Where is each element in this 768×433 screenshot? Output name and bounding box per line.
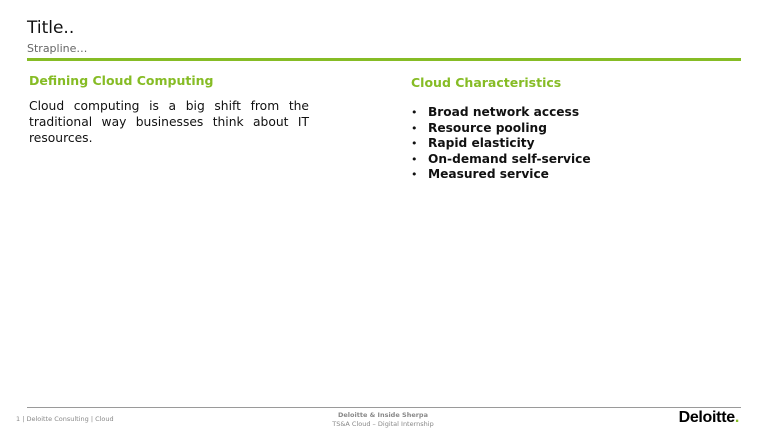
bullet-icon: •	[411, 168, 418, 181]
right-column	[411, 75, 731, 183]
green-divider	[27, 58, 741, 61]
left-heading: Defining Cloud Computing	[29, 73, 214, 88]
slide-title: Title..	[27, 18, 75, 38]
bullet-icon: •	[411, 152, 418, 166]
list-item-label: Resource pooling	[428, 120, 547, 135]
right-heading: Cloud Characteristics	[411, 75, 562, 90]
left-body-text: Cloud computing is a big shift from the traditional way businesses think about IT resources.	[29, 99, 309, 145]
bullet-icon: •	[411, 106, 418, 119]
list-item	[411, 105, 731, 121]
list-item	[411, 136, 731, 152]
list-item-label: Broad network access	[428, 105, 580, 119]
list-item	[411, 167, 731, 183]
bullet-icon: •	[411, 137, 418, 150]
list-item-label: Rapid elasticity	[428, 136, 535, 150]
footer-page-info: 1 | Deloitte Consulting | Cloud	[16, 415, 114, 423]
deloitte-logo	[679, 409, 739, 427]
left-column	[29, 73, 309, 146]
footer-divider	[27, 407, 741, 408]
footer-center-line1: Deloitte & Inside Sherpa	[338, 411, 428, 419]
logo-text: Deloitte	[678, 409, 735, 426]
list-item	[411, 152, 731, 168]
slide-strapline: Strapline…	[27, 42, 88, 55]
footer-center-line2: TS&A Cloud – Digital Internship	[332, 420, 434, 428]
list-item	[411, 121, 731, 137]
list-item-label: On-demand self-service	[428, 151, 591, 166]
characteristics-list	[411, 105, 731, 183]
bullet-icon: •	[411, 121, 418, 135]
logo-dot: .	[734, 409, 739, 426]
footer-center	[283, 411, 483, 429]
list-item-label: Measured service	[428, 167, 549, 181]
